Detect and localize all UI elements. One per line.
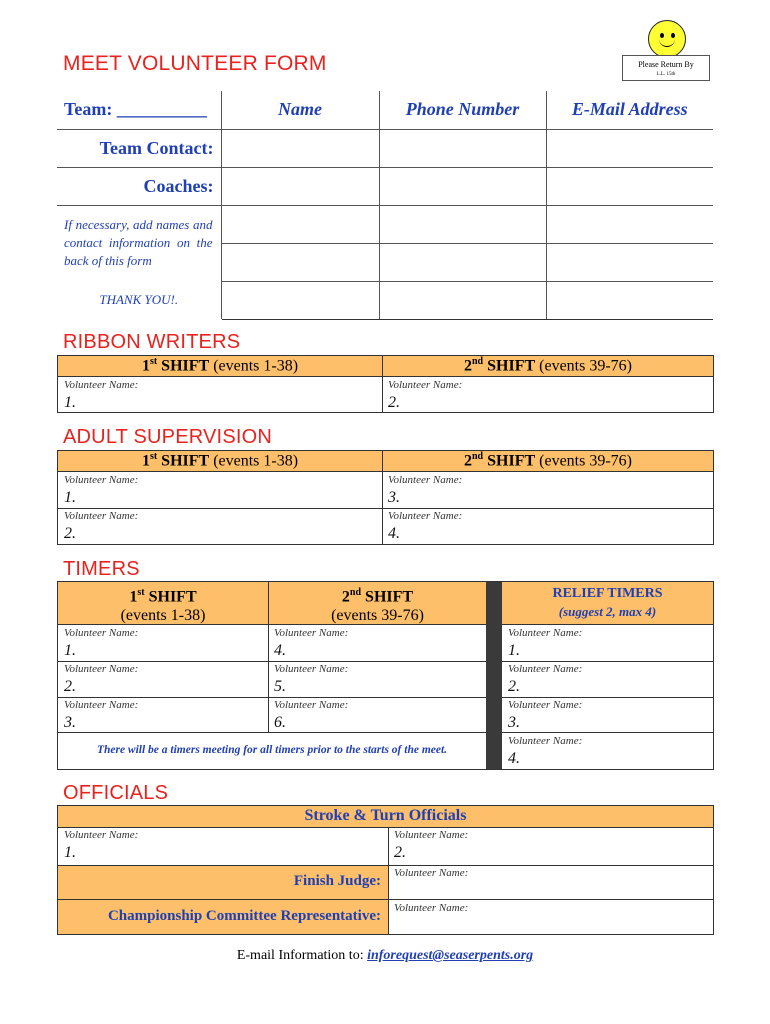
- volunteer-name-label: Volunteer Name:: [508, 699, 583, 711]
- footer-prefix: E-mail Information to:: [236, 948, 368, 963]
- timers-box: [57, 581, 714, 770]
- coaches-label-cell: [57, 167, 221, 205]
- relief-timer-4-field[interactable]: 4.: [508, 750, 520, 767]
- volunteer-name-label: Volunteer Name:: [394, 829, 469, 841]
- coach-2-email-field[interactable]: [546, 205, 713, 243]
- volunteer-name-label: Volunteer Name:: [64, 699, 139, 711]
- volunteer-name-label: Volunteer Name:: [274, 627, 349, 639]
- name-column-header: Name: [278, 99, 322, 120]
- timers-divider-bar: [486, 582, 502, 769]
- volunteer-name-label: Volunteer Name:: [64, 829, 139, 841]
- coach-2-phone-field[interactable]: [379, 205, 546, 243]
- adult-shift-2-header: 2nd SHIFT (events 39-76): [464, 451, 632, 470]
- timers-shift-1-header: 1st SHIFT (events 1-38): [120, 587, 206, 625]
- timer-volunteer-3-field[interactable]: 3.: [64, 714, 76, 731]
- stroke-turn-header: Stroke & Turn Officials: [304, 807, 467, 824]
- team-label-cell: [57, 91, 221, 129]
- coach-2-name-field[interactable]: [221, 205, 379, 243]
- committee-rep-name-field[interactable]: Volunteer Name:: [394, 902, 469, 914]
- footer: [0, 948, 770, 964]
- coach-1-name-field[interactable]: [221, 167, 379, 205]
- committee-rep-label: Championship Committee Representative:: [107, 908, 381, 924]
- email-column-header: E-Mail Address: [571, 99, 688, 120]
- timer-volunteer-6-field[interactable]: 6.: [274, 714, 286, 731]
- return-by-date: L.L. 15th: [656, 72, 676, 77]
- thank-you-text: THANK YOU!.: [99, 292, 179, 307]
- finish-judge-label: Finish Judge:: [293, 873, 381, 889]
- team-contact-table: [57, 91, 713, 319]
- team-label: Team: __________: [64, 99, 207, 120]
- adult-volunteer-1-field[interactable]: 1.: [64, 489, 76, 506]
- volunteer-name-label: Volunteer Name:: [64, 627, 139, 639]
- relief-timers-header: RELIEF TIMERS (suggest 2, max 4): [552, 586, 663, 619]
- timers-heading: TIMERS: [63, 558, 140, 580]
- return-by-label: Please Return By: [638, 60, 694, 69]
- volunteer-name-label: Volunteer Name:: [388, 379, 463, 391]
- officials-heading: OFFICIALS: [63, 782, 169, 804]
- name-header-cell: [221, 91, 379, 129]
- add-names-note: If necessary, add names and contact information on the back of this form: [64, 216, 213, 268]
- volunteer-name-label: Volunteer Name:: [388, 510, 463, 522]
- timers-meeting-note: There will be a timers meeting for all timers prior to the starts of the meet.: [96, 744, 448, 756]
- volunteer-name-label: Volunteer Name:: [64, 510, 139, 522]
- coach-4-phone-field[interactable]: [379, 281, 546, 319]
- volunteer-name-label: Volunteer Name:: [274, 663, 349, 675]
- officials-box: [57, 805, 714, 935]
- return-by-box: [622, 55, 710, 81]
- timer-volunteer-2-field[interactable]: 2.: [64, 678, 76, 695]
- thank-you-cell: [57, 281, 221, 319]
- adult-volunteer-4-field[interactable]: 4.: [388, 525, 400, 542]
- team-contact-name-field[interactable]: [221, 129, 379, 167]
- coach-3-email-field[interactable]: [546, 243, 713, 281]
- ribbon-volunteer-1-field[interactable]: 1.: [64, 394, 76, 411]
- team-contact-email-field[interactable]: [546, 129, 713, 167]
- adult-supervision-box: [57, 450, 714, 545]
- volunteer-name-label: Volunteer Name:: [388, 474, 463, 486]
- ribbon-volunteer-2-field[interactable]: 2.: [388, 394, 400, 411]
- team-contact-label: Team Contact:: [99, 137, 214, 158]
- stroke-turn-official-1-field[interactable]: 1.: [64, 844, 76, 861]
- coach-4-name-field[interactable]: [221, 281, 379, 319]
- finish-judge-name-field[interactable]: Volunteer Name:: [394, 867, 469, 879]
- adult-shift-1-header: 1st SHIFT (events 1-38): [141, 451, 299, 470]
- adult-volunteer-2-field[interactable]: 2.: [64, 525, 76, 542]
- phone-column-header: Phone Number: [405, 99, 520, 120]
- timer-volunteer-1-field[interactable]: 1.: [64, 642, 76, 659]
- volunteer-name-label: Volunteer Name:: [508, 663, 583, 675]
- team-contact-label-cell: [57, 129, 221, 167]
- footer-email-link[interactable]: inforequest@seaserpents.org: [367, 948, 534, 963]
- coach-1-email-field[interactable]: [546, 167, 713, 205]
- coach-3-name-field[interactable]: [221, 243, 379, 281]
- volunteer-name-label: Volunteer Name:: [508, 735, 583, 747]
- team-contact-phone-field[interactable]: [379, 129, 546, 167]
- ribbon-shift-2-header: 2nd SHIFT (events 39-76): [464, 356, 632, 375]
- coaches-label: Coaches:: [143, 175, 214, 196]
- timer-volunteer-4-field[interactable]: 4.: [274, 642, 286, 659]
- ribbon-shift-1-header: 1st SHIFT (events 1-38): [141, 356, 299, 375]
- coach-1-phone-field[interactable]: [379, 167, 546, 205]
- note-cell: [57, 205, 221, 281]
- timers-shift-2-header: 2nd SHIFT (events 39-76): [331, 587, 424, 625]
- stroke-turn-official-2-field[interactable]: 2.: [394, 844, 406, 861]
- volunteer-name-label: Volunteer Name:: [274, 699, 349, 711]
- volunteer-name-label: Volunteer Name:: [508, 627, 583, 639]
- form-title: MEET VOLUNTEER FORM: [63, 52, 327, 75]
- relief-timer-2-field[interactable]: 2.: [508, 678, 520, 695]
- volunteer-name-label: Volunteer Name:: [64, 663, 139, 675]
- timer-volunteer-5-field[interactable]: 5.: [274, 678, 286, 695]
- relief-timer-3-field[interactable]: 3.: [508, 714, 520, 731]
- coach-4-email-field[interactable]: [546, 281, 713, 319]
- relief-timer-1-field[interactable]: 1.: [508, 642, 520, 659]
- coach-3-phone-field[interactable]: [379, 243, 546, 281]
- volunteer-name-label: Volunteer Name:: [64, 474, 139, 486]
- phone-header-cell: [379, 91, 546, 129]
- adult-supervision-heading: ADULT SUPERVISION: [63, 426, 273, 448]
- ribbon-writers-box: [57, 355, 714, 413]
- volunteer-name-label: Volunteer Name:: [64, 379, 139, 391]
- email-header-cell: [546, 91, 713, 129]
- ribbon-writers-heading: RIBBON WRITERS: [63, 331, 241, 353]
- adult-volunteer-3-field[interactable]: 3.: [388, 489, 400, 506]
- smiley-icon: [648, 20, 686, 58]
